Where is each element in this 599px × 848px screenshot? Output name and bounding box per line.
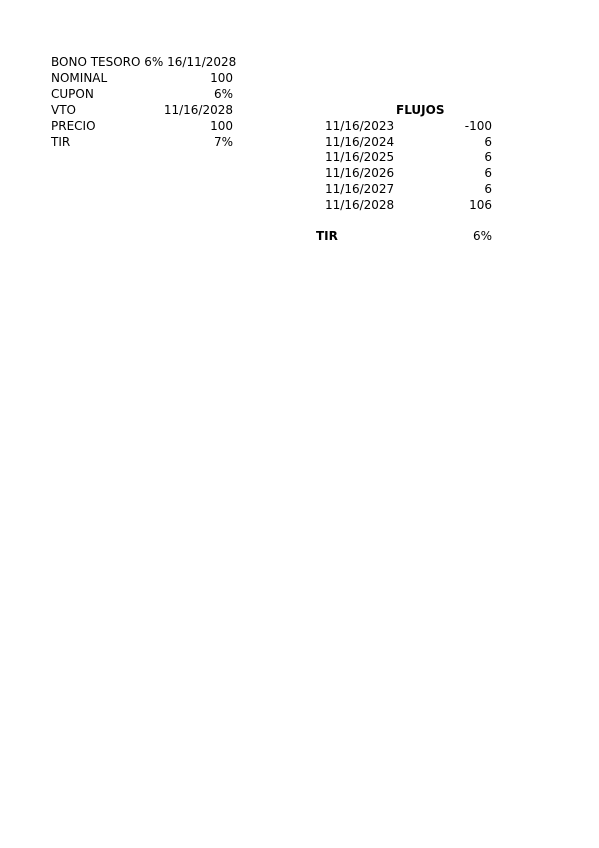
flow-amount: 6 — [484, 166, 492, 180]
flow-date: 11/16/2027 — [325, 182, 395, 196]
bond-title: BONO TESORO 6% 16/11/2028 — [51, 55, 237, 69]
flow-date: 11/16/2028 — [325, 198, 395, 212]
flow-amount: 6 — [484, 182, 492, 196]
tir-label: TIR — [51, 135, 71, 149]
flows-header: FLUJOS — [396, 103, 445, 117]
nominal-label: NOMINAL — [51, 71, 108, 85]
precio-label: PRECIO — [51, 119, 96, 133]
cupon-label: CUPON — [51, 87, 94, 101]
flows-tir-label: TIR — [316, 229, 338, 243]
flow-amount: 6 — [484, 150, 492, 164]
flow-date: 11/16/2025 — [325, 150, 395, 164]
tir-value: 7% — [213, 135, 233, 149]
flow-amount: 6 — [484, 135, 492, 149]
precio-value: 100 — [210, 119, 233, 133]
flows-tir-value: 6% — [472, 229, 492, 243]
nominal-value: 100 — [210, 71, 233, 85]
flow-amount: -100 — [464, 119, 492, 133]
flow-amount: 106 — [469, 198, 492, 212]
vto-label: VTO — [51, 103, 76, 117]
flow-date: 11/16/2026 — [325, 166, 395, 180]
cupon-value: 6% — [213, 87, 233, 101]
vto-value: 11/16/2028 — [163, 103, 233, 117]
flow-date: 11/16/2024 — [325, 135, 395, 149]
flow-date: 11/16/2023 — [325, 119, 395, 133]
